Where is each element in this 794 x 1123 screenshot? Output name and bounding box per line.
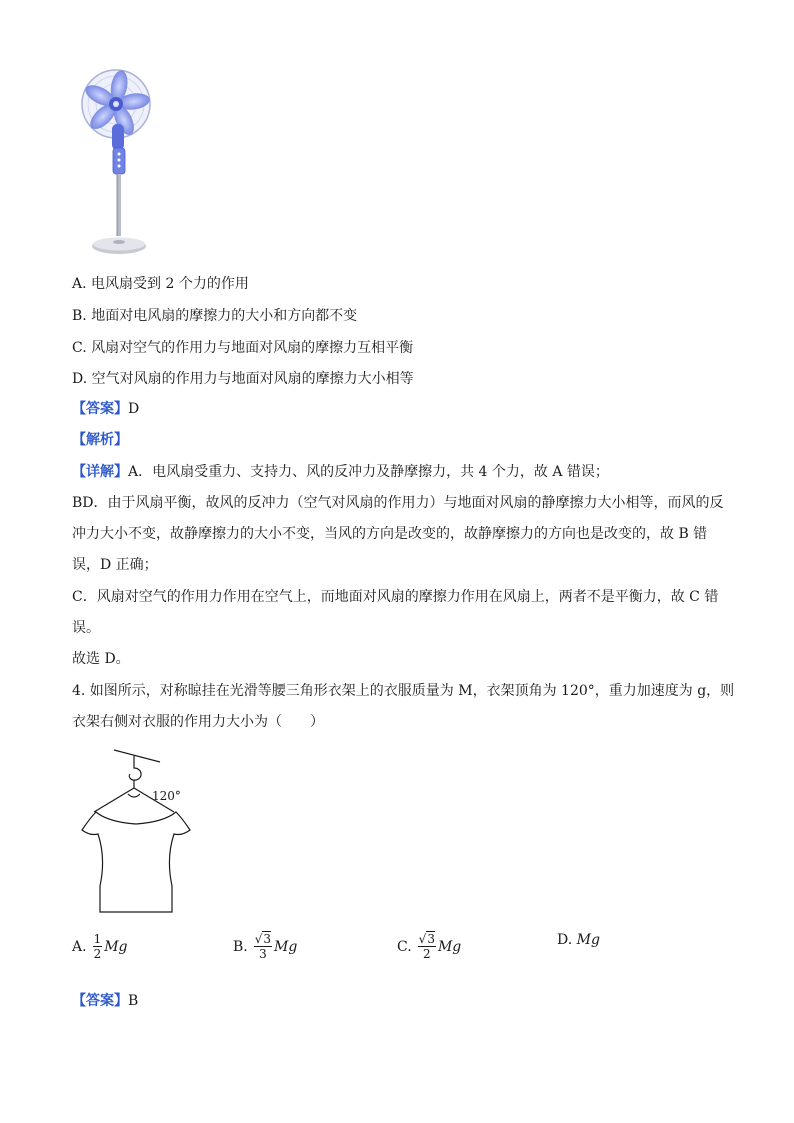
option-4d: D. Mg — [557, 932, 600, 948]
fraction: $\frac{√3}{3}$ — [254, 932, 272, 961]
option-4c: C. $\frac{√3}{2}$ Mg — [397, 932, 462, 961]
detail-line-1: A．电风扇受重力、支持力、风的反冲力及静摩擦力，共 4 个力，故 A 错误； — [128, 464, 609, 480]
question-4-line-1: 4. 如图所示，对称晾挂在光滑等腰三角形衣架上的衣服质量为 M，衣架顶角为 120°，重力加速度为 g，则 — [72, 683, 735, 699]
detail-line-3: 冲力大小不变，故静摩擦力的大小不变，当风的方向是改变的，故静摩擦力的方向也是改变的，故 B 错 — [72, 526, 708, 542]
angle-label: 120° — [152, 789, 181, 803]
question-4-line-2: 衣架右侧对衣服的作用力大小为（ ） — [72, 714, 324, 730]
answer-value: D — [128, 401, 140, 417]
detail-row — [72, 462, 609, 482]
option-4b: B. $\frac{√3}{3}$ Mg — [233, 932, 298, 961]
detail-line-6: 误。 — [72, 620, 100, 636]
option-a: A. 电风扇受到 2 个力的作用 — [72, 276, 249, 292]
hanger-shirt-figure — [76, 746, 196, 918]
detail-line-4: 误，D 正确； — [72, 557, 158, 573]
option-b: B. 地面对电风扇的摩擦力的大小和方向都不变 — [72, 308, 358, 324]
analysis-row — [72, 430, 128, 450]
answer-4-value: B — [128, 993, 139, 1009]
detail-label: 【详解】 — [72, 464, 128, 480]
analysis-label: 【解析】 — [72, 432, 128, 448]
answer-label: 【答案】 — [72, 401, 128, 417]
electric-fan-image — [76, 66, 166, 262]
detail-line-7: 故选 D。 — [72, 651, 130, 667]
fraction: $\frac{1}{2}$ — [93, 932, 102, 961]
fraction: $\frac{√3}{2}$ — [418, 932, 435, 961]
detail-line-5: C．风扇对空气的作用力作用在空气上，而地面对风扇的摩擦力作用在风扇上，两者不是平衡力，故 C 错 — [72, 589, 719, 605]
option-c: C. 风扇对空气的作用力与地面对风扇的摩擦力互相平衡 — [72, 340, 414, 356]
answer-4-label: 【答案】 — [72, 993, 128, 1009]
option-d: D. 空气对风扇的作用力与地面对风扇的摩擦力大小相等 — [72, 371, 414, 387]
detail-line-2: BD．由于风扇平衡，故风的反冲力（空气对风扇的作用力）与地面对风扇的静摩擦力大小相等，而风的反 — [72, 495, 724, 511]
option-4a: A. $\frac{1}{2}$ Mg — [72, 932, 128, 961]
answer-row — [72, 399, 139, 419]
answer-4-row — [72, 991, 138, 1011]
